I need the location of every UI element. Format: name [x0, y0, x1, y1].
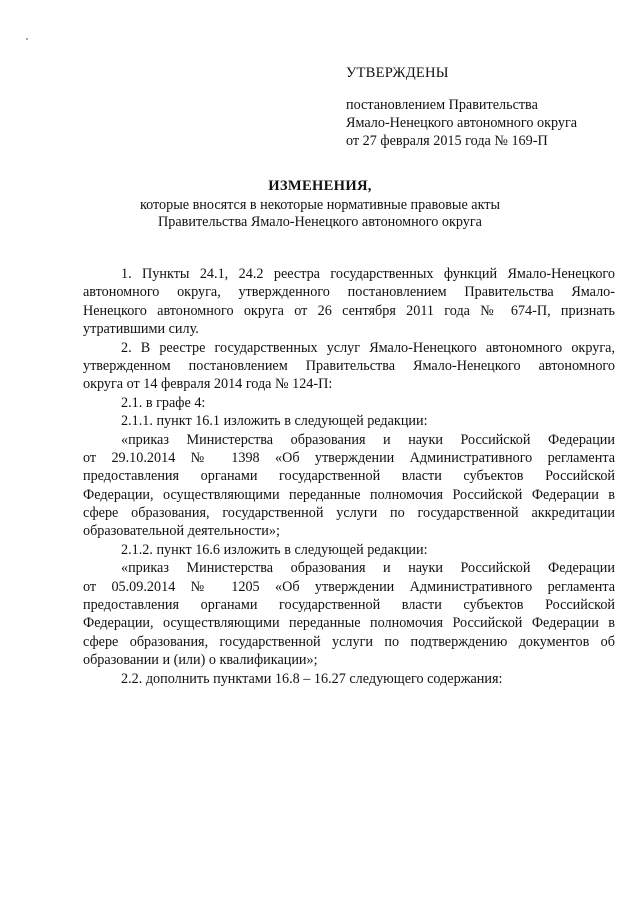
- document-body: [83, 265, 615, 688]
- document-title: ИЗМЕНЕНИЯ,: [268, 178, 372, 194]
- body-line: Федерации, осуществляющими переданные полномочия Российской Федерации в: [83, 486, 615, 503]
- body-line: «приказ Министерства образования и науки Российской Федерации: [121, 431, 615, 448]
- body-line: 1. Пункты 24.1, 24.2 реестра государственных функций Ямало-Ненецкого: [121, 266, 615, 282]
- approval-line: Ямало-Ненецкого автономного округа: [346, 115, 578, 131]
- body-line: 2.1.1. пункт 16.1 изложить в следующей редакции:: [121, 413, 428, 430]
- body-line: 2.1. в графе 4:: [121, 394, 206, 411]
- body-line: образовании и (или) о квалификации»;: [83, 652, 318, 669]
- document-title-block: [0, 178, 640, 231]
- body-line: от 05.09.2014 № 1205 «Об утверждении Административного регламента: [83, 578, 615, 595]
- body-line: от 29.10.2014 № 1398 «Об утверждении Административного регламента: [83, 449, 615, 466]
- scan-speck: [26, 38, 28, 40]
- document-subtitle-line: Правительства Ямало-Ненецкого автономного округа: [158, 214, 482, 230]
- body-line: образовательной деятельности»;: [83, 523, 280, 540]
- body-line: предоставления органами государственной власти субъектов Российской: [83, 468, 615, 485]
- approval-heading: УТВЕРЖДЕНЫ: [346, 65, 449, 81]
- body-line: 2. В реестре государственных услуг Ямало-Ненецкого автономного округа,: [121, 339, 615, 356]
- body-line: утратившими силу.: [83, 321, 199, 338]
- body-line: автономного округа, утвержденного постановлением Правительства Ямало-: [83, 284, 615, 301]
- body-line: «приказ Министерства образования и науки Российской Федерации: [121, 560, 615, 577]
- body-line: предоставления органами государственной власти субъектов Российской: [83, 597, 615, 614]
- body-line: 2.2. дополнить пунктами 16.8 – 16.27 следующего содержания:: [121, 670, 503, 687]
- approval-line: постановлением Правительства: [346, 97, 538, 113]
- body-line: округа от 14 февраля 2014 года № 124-П:: [83, 376, 333, 393]
- body-line: Ненецкого автономного округа от 26 сентября 2011 года № 674-П, признать: [83, 302, 615, 319]
- body-line: сфере образования, государственной услуги по государственной аккредитации: [83, 505, 615, 522]
- approval-stamp: [346, 64, 577, 150]
- body-line: утвержденном постановлением Правительства Ямало-Ненецкого автономного: [83, 357, 615, 374]
- body-line: Федерации, осуществляющими переданные полномочия Российской Федерации в: [83, 615, 615, 632]
- body-line: сфере образования, государственной услуги по подтверждению документов об: [83, 633, 615, 650]
- approval-line: от 27 февраля 2015 года № 169-П: [346, 133, 548, 149]
- body-line: 2.1.2. пункт 16.6 изложить в следующей редакции:: [121, 541, 428, 558]
- document-subtitle-line: которые вносятся в некоторые нормативные правовые акты: [139, 197, 501, 213]
